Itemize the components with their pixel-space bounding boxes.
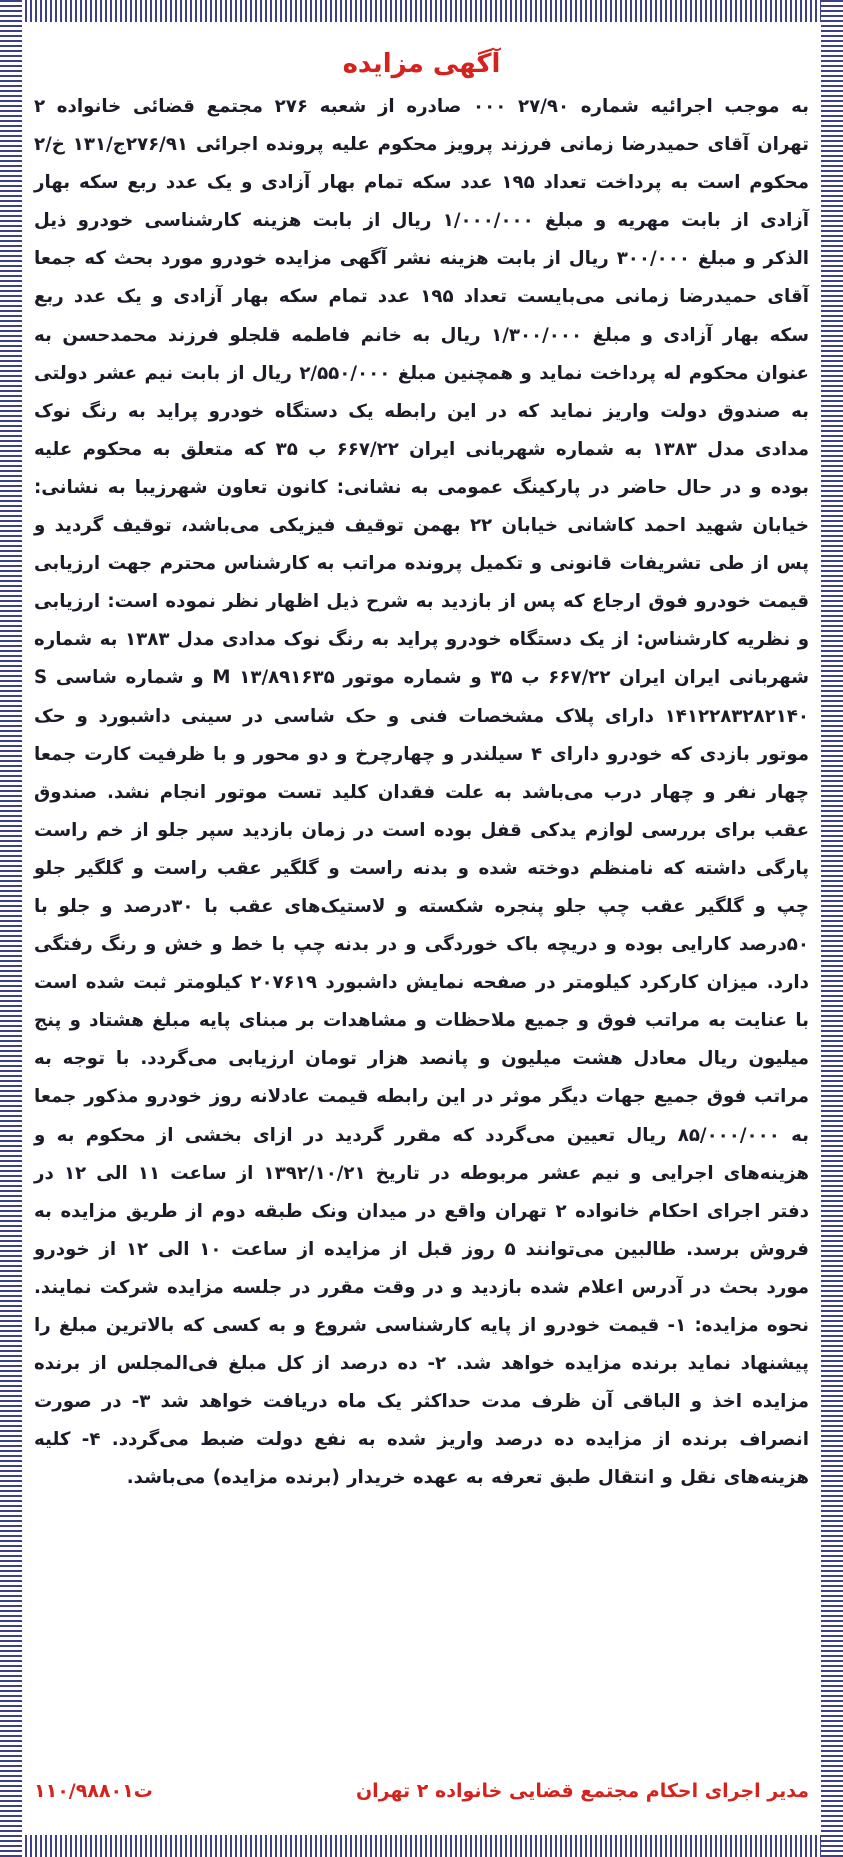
signature-line: مدیر اجرای احکام مجتمع قضایی خانواده ۲ تهران <box>355 1780 809 1802</box>
notice-body: به موجب اجرائیه شماره ۲۷/۹۰ ۰۰۰ صادره از شعبه ۲۷۶ مجتمع قضائی خانواده ۲ تهران آقای حمیدرضا زمانی فرزند پرویز محکوم علیه پرونده اجرائی ۲۷۶/۹۱ج/۱۳۱ خ/۲ محکوم است به پرداخت تعداد ۱۹۵ عدد سکه تمام بهار آزادی و یک عدد ربع سکه بهار آزادی از بابت مهریه و مبلغ ۱/۰۰۰/۰۰۰ ریال از بابت هزینه کارشناسی خودرو ذیل الذکر و مبلغ ۳۰۰/۰۰۰ ریال از بابت هزینه نشر آگهی مزایده خودرو مورد بحث که جمعا آقای حمیدرضا زمانی می‌بایست تعداد ۱۹۵ عدد تمام سکه بهار آزادی و یک عدد ربع سکه بهار آزادی و مبلغ ۱/۳۰۰/۰۰۰ ریال به خانم فاطمه قلجلو فرزند محمدحسن به عنوان محکوم له پرداخت نماید و همچنین مبلغ ۲/۵۵۰/۰۰۰ ریال از بابت نیم عشر دولتی به صندوق دولت واریز نماید که در این رابطه یک دستگاه خودرو پراید به رنگ نوک مدادی مدل ۱۳۸۳ به شماره شهربانی ایران ۶۶۷/۲۲ ب ۳۵ که متعلق به محکوم علیه بوده و در حال حاضر در پارکینگ عمومی به نشانی: کانون تعاون شهرزیبا به نشانی: خیابان شهید احمد کاشانی خیابان ۲۲ بهمن توقیف فیزیکی می‌باشد، توقیف گردید و پس از طی تشریفات قانونی و تکمیل پرونده مراتب به کارشناس محترم جهت ارزیابی قیمت خودرو فوق ارجاع که پس از بازدید به شرح ذیل اظهار نظر نموده است: ارزیابی و نظریه کارشناس: از یک دستگاه خودرو پراید به رنگ نوک مدادی مدل ۱۳۸۳ به شماره شهربانی ایران ایران ۶۶۷/۲۲ ب ۳۵ و شماره موتور M ۱۳/۸۹۱۶۳۵ و شماره شاسی S ۱۴۱۲۲۸۳۲۸۲۱۴۰ دارای پلاک مشخصات فنی و حک شاسی در سینی داشبورد و حک موتور بازدی که خودرو دارای ۴ سیلندر و چهارچرخ و دو محور و با ظرفیت کارت جمعا چهار نفر و چهار درب می‌باشد به علت فقدان کلید تست موتور انجام نشد. صندوق عقب برای بررسی لوازم یدکی قفل بوده است در زمان بازدید سپر جلو از خم راست پارگی داشته که نامنظم دوخته شده و بدنه راست و گلگیر عقب راست و گلگیر جلو چپ و گلگیر عقب چپ جلو پنجره شکسته و لاستیک‌های عقب با ۳۰درصد و جلو با ۵۰درصد کارایی بوده و دریچه باک خوردگی و در بدنه چپ با خط و خش و رنگ رفتگی دارد. میزان کارکرد کیلومتر در صفحه نمایش داشبورد ۲۰۷۶۱۹ کیلومتر ثبت شده است با عنایت به مراتب فوق و جمیع ملاحظات و مشاهدات بر مبنای پایه مبلغ هشتاد و پنج میلیون ریال معادل هشت میلیون و پانصد هزار تومان ارزیابی می‌گردد. با توجه به مراتب فوق جمیع جهات دیگر موثر در این رابطه قیمت عادلانه روز خودرو مذکور جمعا به ۸۵/۰۰۰/۰۰۰ ریال تعیین می‌گردد که مقرر گردید در ازای بخشی از محکوم به و هزینه‌های اجرایی و نیم عشر مربوطه در تاریخ ۱۳۹۲/۱۰/۲۱ از ساعت ۱۱ الی ۱۲ در دفتر اجرای احکام خانواده ۲ تهران واقع در میدان ونک طبقه دوم از طریق مزایده به فروش برسد. طالبین می‌توانند ۵ روز قبل از مزایده از ساعت ۱۰ الی ۱۲ از خودرو مورد بحث در آدرس اعلام شده بازدید و در وقت مقرر در جلسه مزایده شرکت نمایند. نحوه مزایده: ۱- قیمت خودرو از پایه کارشناسی شروع و به کسی که بالاترین مبلغ را پیشنهاد نماید برنده مزایده خواهد شد. ۲- ده درصد از کل مبلغ فی‌المجلس از برنده مزایده اخذ و الباقی آن ظرف مدت حداکثر یک ماه دریافت خواهد شد ۳- در صورت انصراف برنده از مزایده ده درصد واریز شده به نفع دولت ضبط می‌گردد. ۴- کلیه هزینه‌های نقل و انتقال طبق تعرفه به عهده خریدار (برنده مزایده) می‌باشد. <box>34 96 810 1489</box>
notice-code: ۱۱۰/۹۸۸۰۱ت <box>34 1780 153 1802</box>
decorative-border-right <box>821 0 843 1857</box>
decorative-border-left <box>0 0 22 1857</box>
notice-content <box>34 34 809 1817</box>
notice-title: آگهی مزایده <box>342 49 501 79</box>
decorative-border-bottom <box>0 1835 843 1857</box>
notice-footer <box>34 1773 809 1809</box>
decorative-border-top <box>0 0 843 22</box>
